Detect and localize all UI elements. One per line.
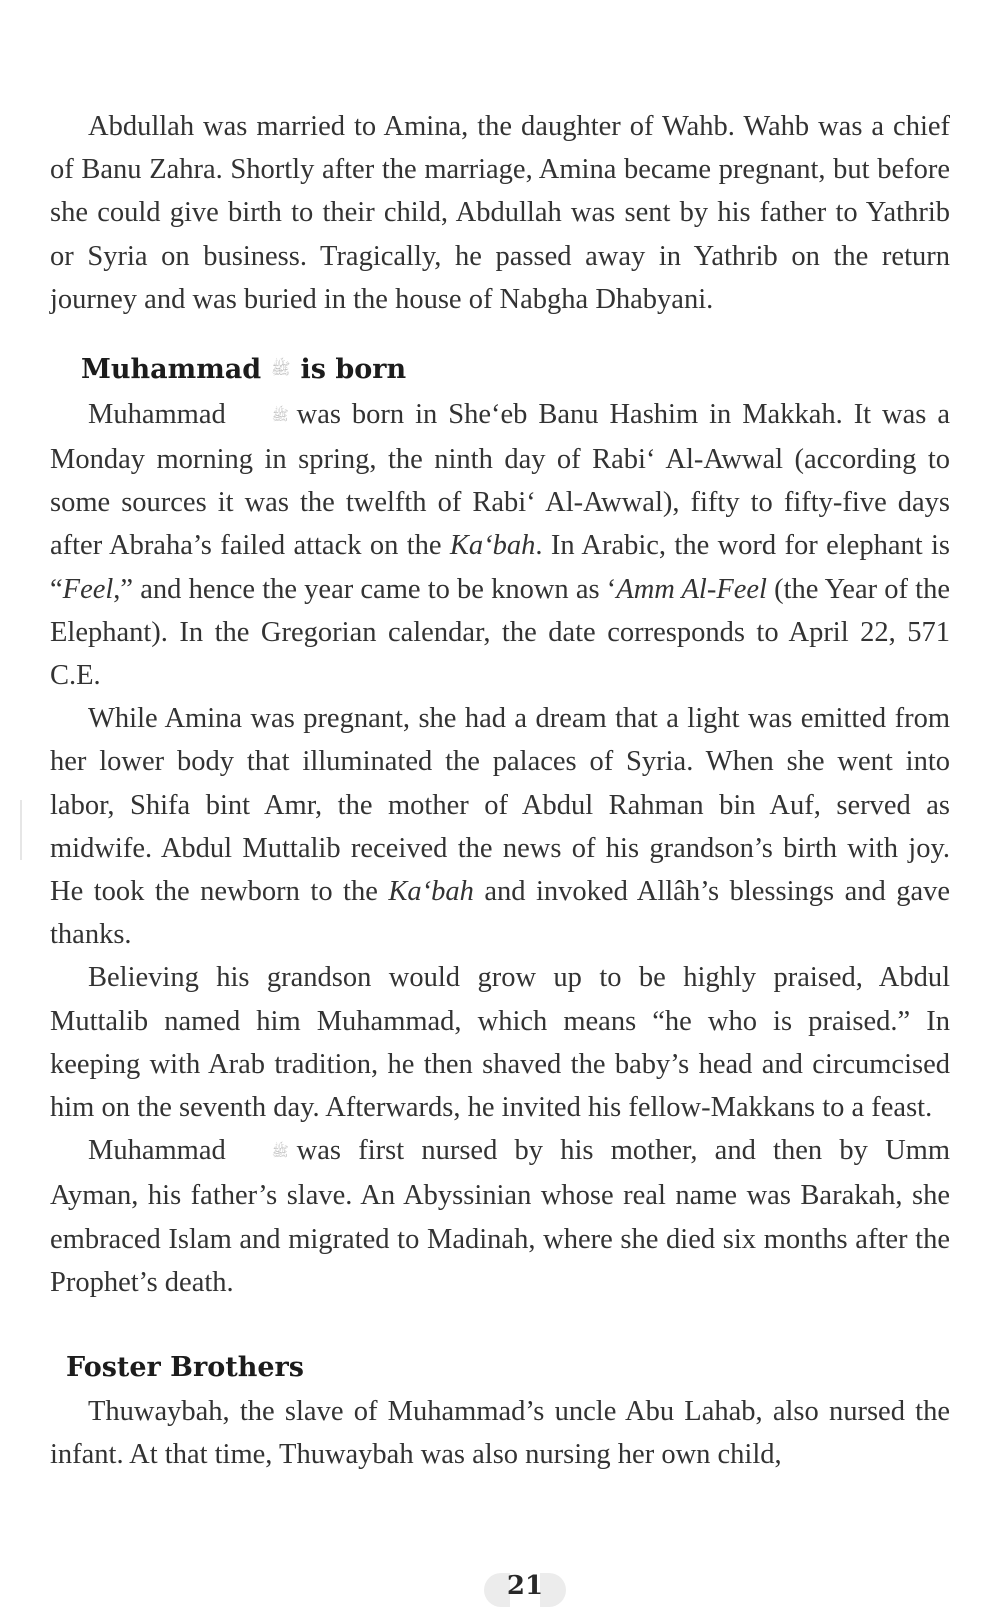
scan-margin-mark — [20, 800, 22, 860]
italic-term-kabah: Ka‘bah — [388, 876, 474, 908]
text-run: and invoked Allâh’s blessings and gave thanks. — [50, 876, 951, 951]
italic-term-amm-al-feel: Amm Al-Feel — [616, 573, 767, 605]
heading-text-start: Muhammad — [81, 354, 262, 385]
pbuh-icon: ﷺ — [271, 408, 289, 424]
pbuh-icon: ﷺ — [271, 359, 291, 378]
paragraph-thuwaybah: Thuwaybah, the slave of Muhammad’s uncle Abu Lahab, also nursed the infant. At that time, Thuwaybah was also nursing her own child, — [50, 1396, 950, 1471]
paragraph-dream — [50, 697, 950, 956]
section2-body — [50, 1390, 950, 1476]
text-run: was born in She‘eb Banu Hashim in Makkah. It was a Monday morning in spring, the ninth day of Rabi‘ Al-Awwal (according to some sources it was the twelfth of Rabi‘ Al-Awwal), fifty to fifty-five days after Abraha’s failed attack on the — [50, 399, 950, 562]
text-run: . In Arabic, the word for elephant is “ — [50, 530, 951, 605]
text-run: Muhammad — [88, 399, 226, 430]
paragraph-birth — [50, 393, 950, 697]
intro-paragraph: Abdullah was married to Amina, the daughter of Wahb. Wahb was a chief of Banu Zahra. Shortly after the marriage, Amina became pregnant, but before she could give birth to their child, Abdullah was sent by his father to Yathrib or Syria on business. Tragically, he passed away in Yathrib on the return journey and was buried in the house of Nabgha Dhabyani. — [50, 111, 950, 315]
italic-term-feel: Feel — [62, 573, 114, 605]
text-run: ,” and hence the year came to be known as ‘ — [113, 573, 617, 605]
text-run: Muhammad — [88, 1135, 226, 1167]
section1-body — [50, 393, 950, 1304]
paragraph-naming: Believing his grandson would grow up to be highly praised, Abdul Muttalib named him Muhammad, which means “he who is praised.” In keeping with Arab tradition, he then shaved the baby’s head and circumcised him on the seventh day. Afterwards, he invited his fellow-Makkans to a feast. — [50, 962, 950, 1124]
pbuh-icon: ﷺ — [271, 1145, 289, 1161]
text-run: was first nursed by his mother, and then by Umm Ayman, his father’s slave. An Abyssinian whose real name was Barakah, she embraced Islam and migrated to Madinah, where she died six months after the Prophet’s death. — [50, 1135, 950, 1298]
page-number: 21 — [506, 1571, 544, 1601]
heading-text-end: is born — [300, 354, 407, 385]
section-heading-muhammad-born — [81, 354, 406, 385]
text-run: While Amina was pregnant, she had a dream that a light was emitted from her lower body that illuminated the palaces of Syria. When she went into labor, Shifa bint Amr, the mother of Abdul Rahman bin Auf, served as midwife. Abdul Muttalib received the news of his grandson’s birth with joy. He took the newborn to the — [50, 703, 950, 908]
italic-term-kabah: Ka‘bah — [449, 530, 536, 562]
intro-block — [50, 105, 950, 321]
paragraph-nursing — [50, 1129, 950, 1304]
text-run: (the Year of the Elephant). In the Gregorian calendar, the date corresponds to April 22, 571 C.E. — [50, 573, 950, 692]
section-heading-foster-brothers: Foster Brothers — [66, 1352, 304, 1383]
page-number-badge — [470, 1565, 580, 1613]
